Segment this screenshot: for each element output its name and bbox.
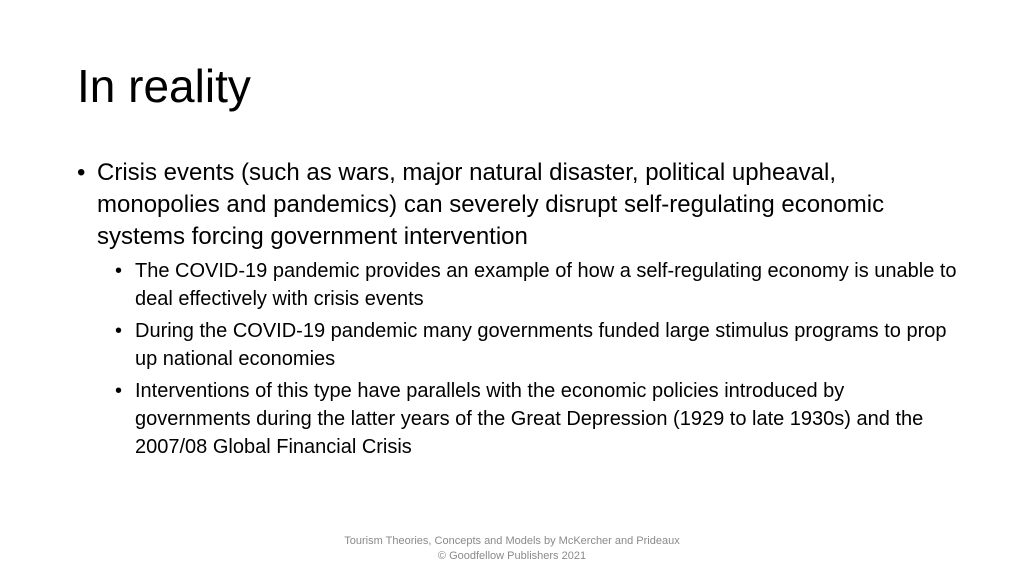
sub-bullet-item bbox=[115, 317, 957, 373]
sub-bullet-item bbox=[115, 257, 957, 313]
sub-bullet-text: Interventions of this type have parallels with the economic policies introduced by governments during the latter years of the Great Depression (1929 to late 1930s) and the 2007/08 Global Financial Crisis bbox=[135, 380, 924, 458]
bullet-glyph: • bbox=[115, 260, 123, 282]
sub-bullet-list bbox=[115, 257, 957, 461]
bullet-glyph: • bbox=[115, 320, 123, 342]
bullet-glyph: • bbox=[115, 380, 123, 402]
bullet-text: Crisis events (such as wars, major natural disaster, political upheaval, monopolies and pandemics) can severely disrupt self-regulating economic systems forcing government intervention bbox=[97, 159, 885, 250]
slide-title: In reality bbox=[77, 60, 251, 112]
slide-footer: Tourism Theories, Concepts and Models by McKercher and Prideaux © Goodfellow Publishers 2021 bbox=[344, 535, 680, 562]
sub-bullet-text: The COVID-19 pandemic provides an example of how a self-regulating economy is unable to deal effectively with crisis events bbox=[135, 260, 957, 310]
sub-bullet-text: During the COVID-19 pandemic many governments funded large stimulus programs to prop up national economies bbox=[135, 320, 947, 370]
sub-bullet-item bbox=[115, 377, 957, 461]
bullet-item bbox=[77, 157, 957, 253]
bullet-glyph: • bbox=[77, 159, 86, 186]
slide-content bbox=[77, 157, 957, 465]
